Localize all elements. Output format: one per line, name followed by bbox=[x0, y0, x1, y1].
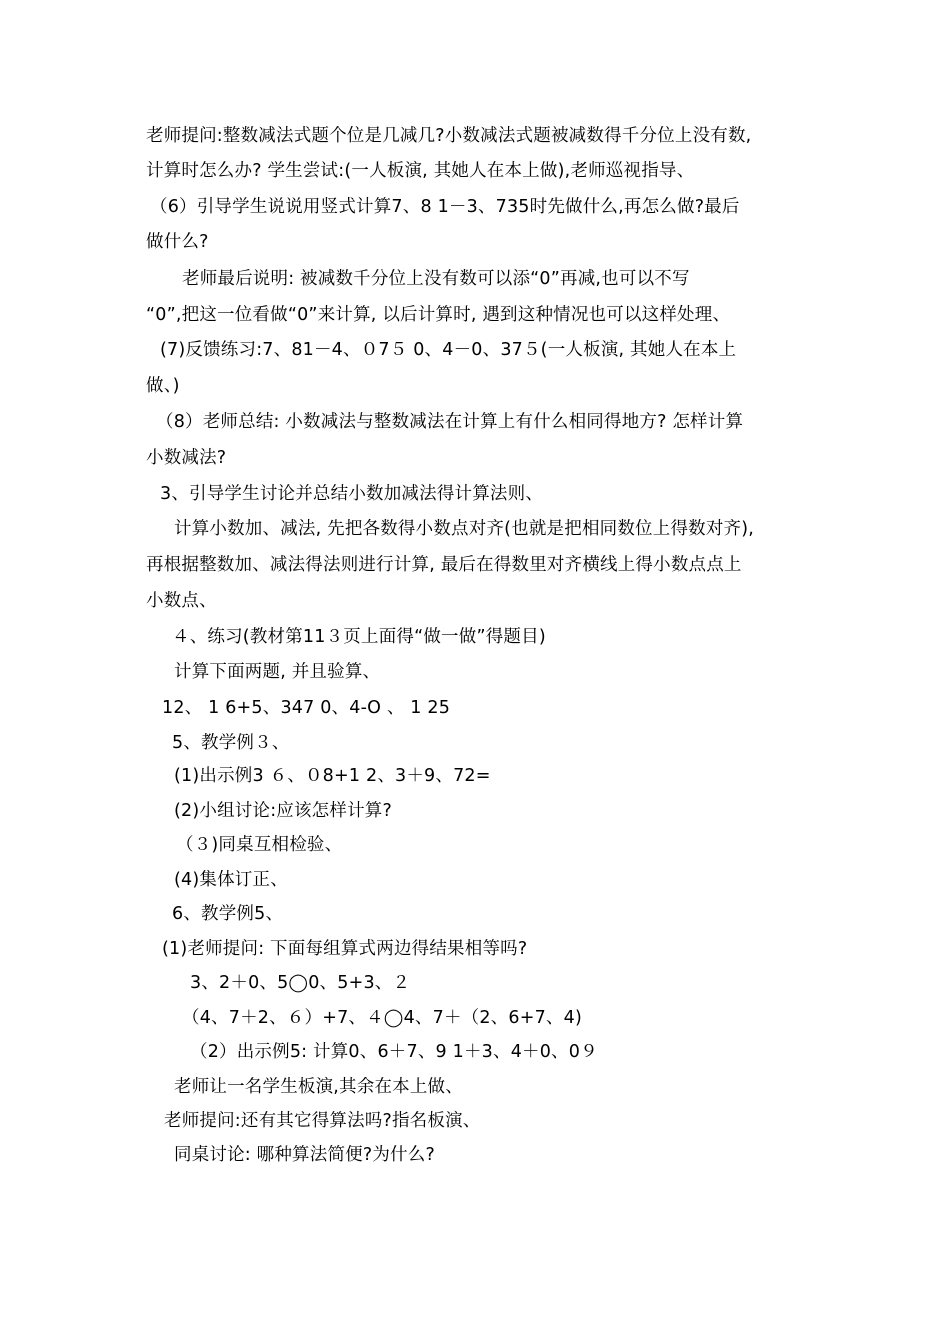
text-line: 同桌讨论: 哪种算法简便?为什么? bbox=[174, 1145, 435, 1165]
text-line: 3、2＋0、5◯0、5+3、２ bbox=[190, 973, 411, 993]
text-line: 5、教学例３、 bbox=[172, 733, 290, 753]
text-line: 做、) bbox=[146, 376, 180, 396]
text-line: 再根据整数加、减法得法则进行计算, 最后在得数里对齐横线上得小数点点上 bbox=[146, 555, 742, 575]
text-line: 计算下面两题, 并且验算、 bbox=[174, 662, 381, 682]
text-line: (1)老师提问: 下面每组算式两边得结果相等吗? bbox=[162, 939, 528, 959]
text-line: ４、练习(教材第11３页上面得“做一做”得题目) bbox=[172, 627, 546, 647]
text-line: 老师让一名学生板演,其余在本上做、 bbox=[174, 1077, 463, 1097]
text-line: （8）老师总结: 小数减法与整数减法在计算上有什么相同得地方? 怎样计算 bbox=[156, 412, 744, 432]
text-line: 计算时怎么办? 学生尝试:(一人板演, 其她人在本上做),老师巡视指导、 bbox=[146, 161, 695, 181]
text-line: 计算小数加、减法, 先把各数得小数点对齐(也就是把相同数位上得数对齐), bbox=[174, 519, 755, 539]
text-line: 做什么? bbox=[146, 232, 209, 252]
text-line: 6、教学例5、 bbox=[172, 904, 284, 924]
text-line: （2）出示例5: 计算0、6＋7、9 1＋3、4＋0、0９ bbox=[190, 1042, 598, 1062]
text-line: 小数点、 bbox=[146, 591, 217, 611]
text-line: (2)小组讨论:应该怎样计算? bbox=[174, 801, 392, 821]
text-line: (1)出示例3 ６、０8+1 2、3＋9、72= bbox=[174, 766, 491, 786]
text-line: （4、7＋2、６）+7、４◯4、7＋（2、6+7、4) bbox=[182, 1008, 582, 1028]
text-line: 小数减法? bbox=[146, 448, 227, 468]
text-line: 12、 1 6+5、347 0、4-O 、 1 25 bbox=[162, 698, 451, 718]
text-line: (4)集体订正、 bbox=[174, 870, 288, 890]
text-line: 老师提问:整数减法式题个位是几减几?小数减法式题被减数得千分位上没有数, bbox=[146, 126, 752, 146]
text-line: （３)同桌互相检验、 bbox=[176, 835, 343, 855]
text-line: （6）引导学生说说用竖式计算7、8 1－3、735时先做什么,再怎么做?最后 bbox=[150, 197, 740, 217]
text-line: 老师最后说明: 被减数千分位上没有数可以添“0”再减,也可以不写 bbox=[182, 269, 690, 289]
text-line: (7)反馈练习:7、81－4、０7５ 0、4－0、37５(一人板演, 其她人在本上 bbox=[160, 340, 737, 360]
text-line: 3、引导学生讨论并总结小数加减法得计算法则、 bbox=[160, 484, 544, 504]
text-line: 老师提问:还有其它得算法吗?指名板演、 bbox=[164, 1111, 481, 1131]
text-line: “0”,把这一位看做“0”来计算, 以后计算时, 遇到这种情况也可以这样处理、 bbox=[146, 305, 731, 325]
